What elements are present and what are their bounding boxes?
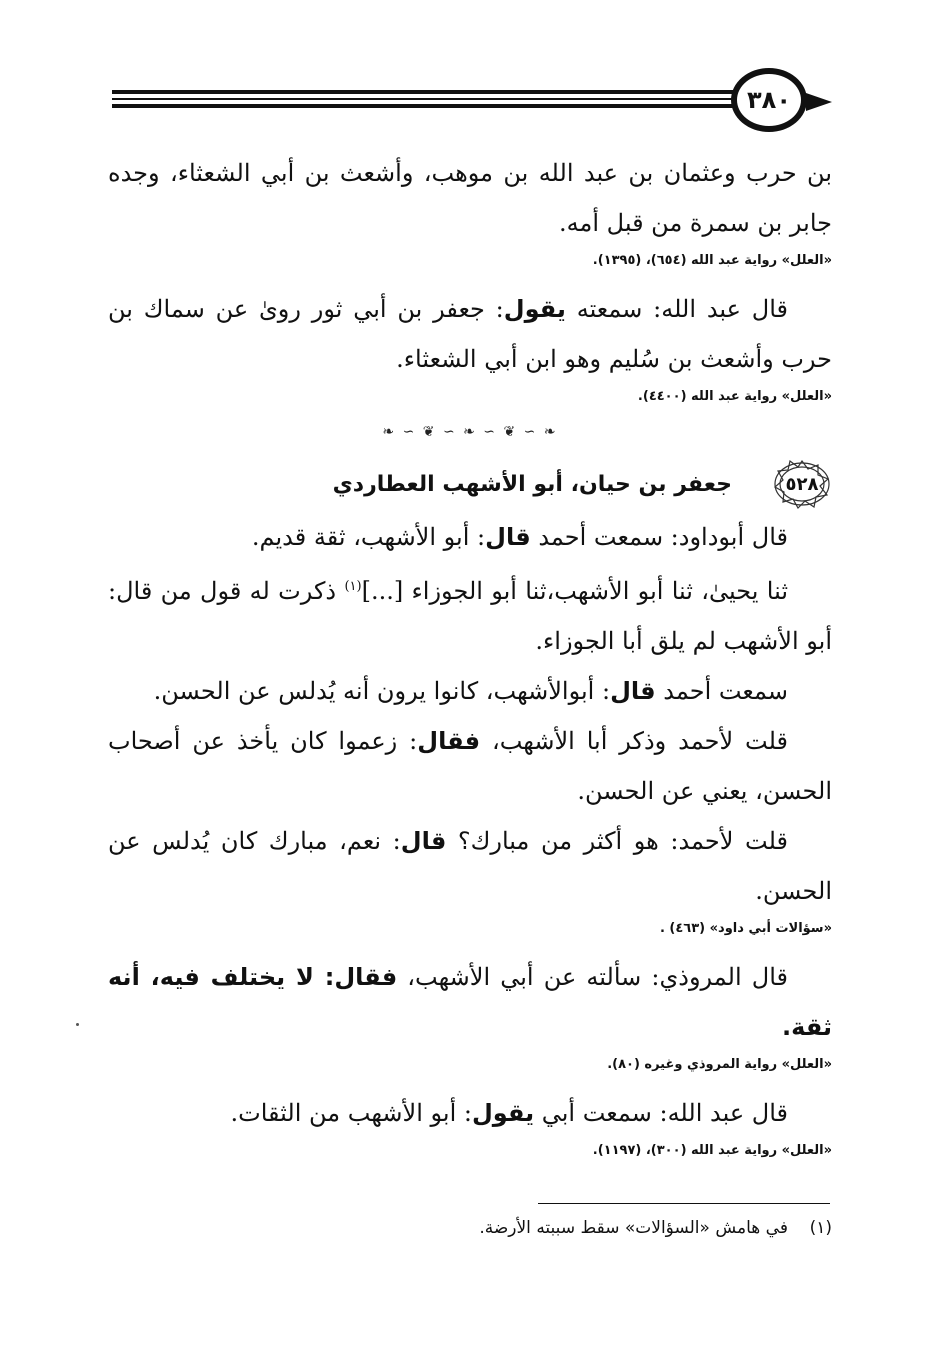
paragraph-1: بن حرب وعثمان بن عبد الله بن موهب، وأشعث بن أبي الشعثاء، وجده جابر بن سمرة من قبل أمه. (108, 159, 832, 237)
scan-speck (76, 1023, 79, 1026)
footnote-separator (538, 1203, 830, 1204)
source-reference-5: «العلل» رواية عبد الله (٣٠٠)، (١١٩٧). (592, 1143, 832, 1158)
header-rule-bottom (112, 104, 737, 108)
footnote-text: في هامش «السؤالات» سقط سببته الأرضة. (479, 1218, 788, 1238)
page-header (0, 0, 938, 150)
footnote (300, 1218, 832, 1238)
bold-keyword: قال (400, 827, 447, 855)
bold-keyword: يقول (471, 1099, 535, 1127)
text-run: : زعموا كان يأخذ عن أصحاب الحسن، يعني عن الحسن. (108, 727, 832, 805)
bold-keyword: فقال (417, 727, 481, 755)
text-run: : نعم، مبارك كان يُدلس عن الحسن. (108, 827, 832, 905)
bold-keyword: فقال (334, 963, 398, 991)
text-run: : أبو الأشهب، ثقة قديم. (251, 523, 486, 551)
page-number: ٣٨٠ (747, 86, 791, 114)
source-reference-4: «العلل» رواية المروذي وغيره (٨٠). (607, 1057, 832, 1072)
source-reference-1: «العلل» رواية عبد الله (٦٥٤)، (١٣٩٥). (592, 253, 832, 268)
source-reference-2: «العلل» رواية عبد الله (٤٤٠٠). (637, 389, 832, 404)
source-reference-3: «سؤالات أبي داود» (٤٦٣) . (659, 921, 832, 936)
header-rule-top (112, 90, 737, 94)
paragraph-2 (108, 284, 832, 384)
text-run: ثنا يحيىٰ، ثنا أبو الأشهب،ثنا أبو الجوزاء [...] (361, 577, 788, 605)
paragraph-7 (108, 816, 832, 916)
entry-title: جعفر بن حيان، أبو الأشهب العطاردي (332, 471, 732, 497)
text-run: سمعت أحمد (655, 677, 788, 705)
entry-header (108, 458, 832, 510)
paragraph-9 (108, 1088, 832, 1138)
paragraph-8 (108, 952, 832, 1052)
bold-text-run: : لا يختلف فيه، أنه ثقة. (108, 963, 832, 1041)
paragraph-5 (108, 666, 832, 716)
text-run: : جعفر بن أبي ثور روىٰ عن سماك بن حرب وأشعث بن سُليم وهو ابن أبي الشعثاء. (108, 295, 832, 373)
text-run: قلت لأحمد وذكر أبا الأشهب، (480, 727, 789, 755)
text-run: قال عبد الله: سمعت أبي (534, 1099, 788, 1127)
text-run: قال أبوداود: سمعت أحمد (530, 523, 788, 551)
text-run: : أبو الأشهب من الثقات. (230, 1099, 472, 1127)
badge-arrow-icon (806, 93, 832, 111)
paragraph-4 (108, 562, 832, 666)
bold-keyword: قال (485, 523, 531, 551)
paragraph-3 (108, 512, 832, 562)
text-run: ذكرت له قول من قال: أبو الأشهب لم يلق أبا الجوزاء. (108, 577, 832, 655)
header-rule-middle (112, 98, 737, 100)
text-run: : أبوالأشهب، كانوا يرون أنه يُدلس عن الحسن. (153, 677, 611, 705)
bold-keyword: قال (610, 677, 656, 705)
footnote-marker[interactable]: (١) (344, 579, 362, 594)
page-number-badge (731, 68, 807, 132)
text-run: قال عبد الله: سمعته (565, 295, 788, 323)
footnote-number: (١) (809, 1218, 832, 1238)
section-divider-ornament: ❧ ∽ ❦ ∽ ❧ ∽ ❦ ∽ ❧ (382, 424, 558, 440)
entry-number-badge (772, 464, 832, 504)
entry-number: ٥٢٨ (785, 473, 819, 495)
text-run: قال المروذي: سألته عن أبي الأشهب، (397, 963, 788, 991)
paragraph-6 (108, 716, 832, 816)
text-run: قلت لأحمد: هو أكثر من مبارك؟ (446, 827, 788, 855)
bold-keyword: يقول (503, 295, 566, 323)
page-content (108, 148, 832, 1174)
